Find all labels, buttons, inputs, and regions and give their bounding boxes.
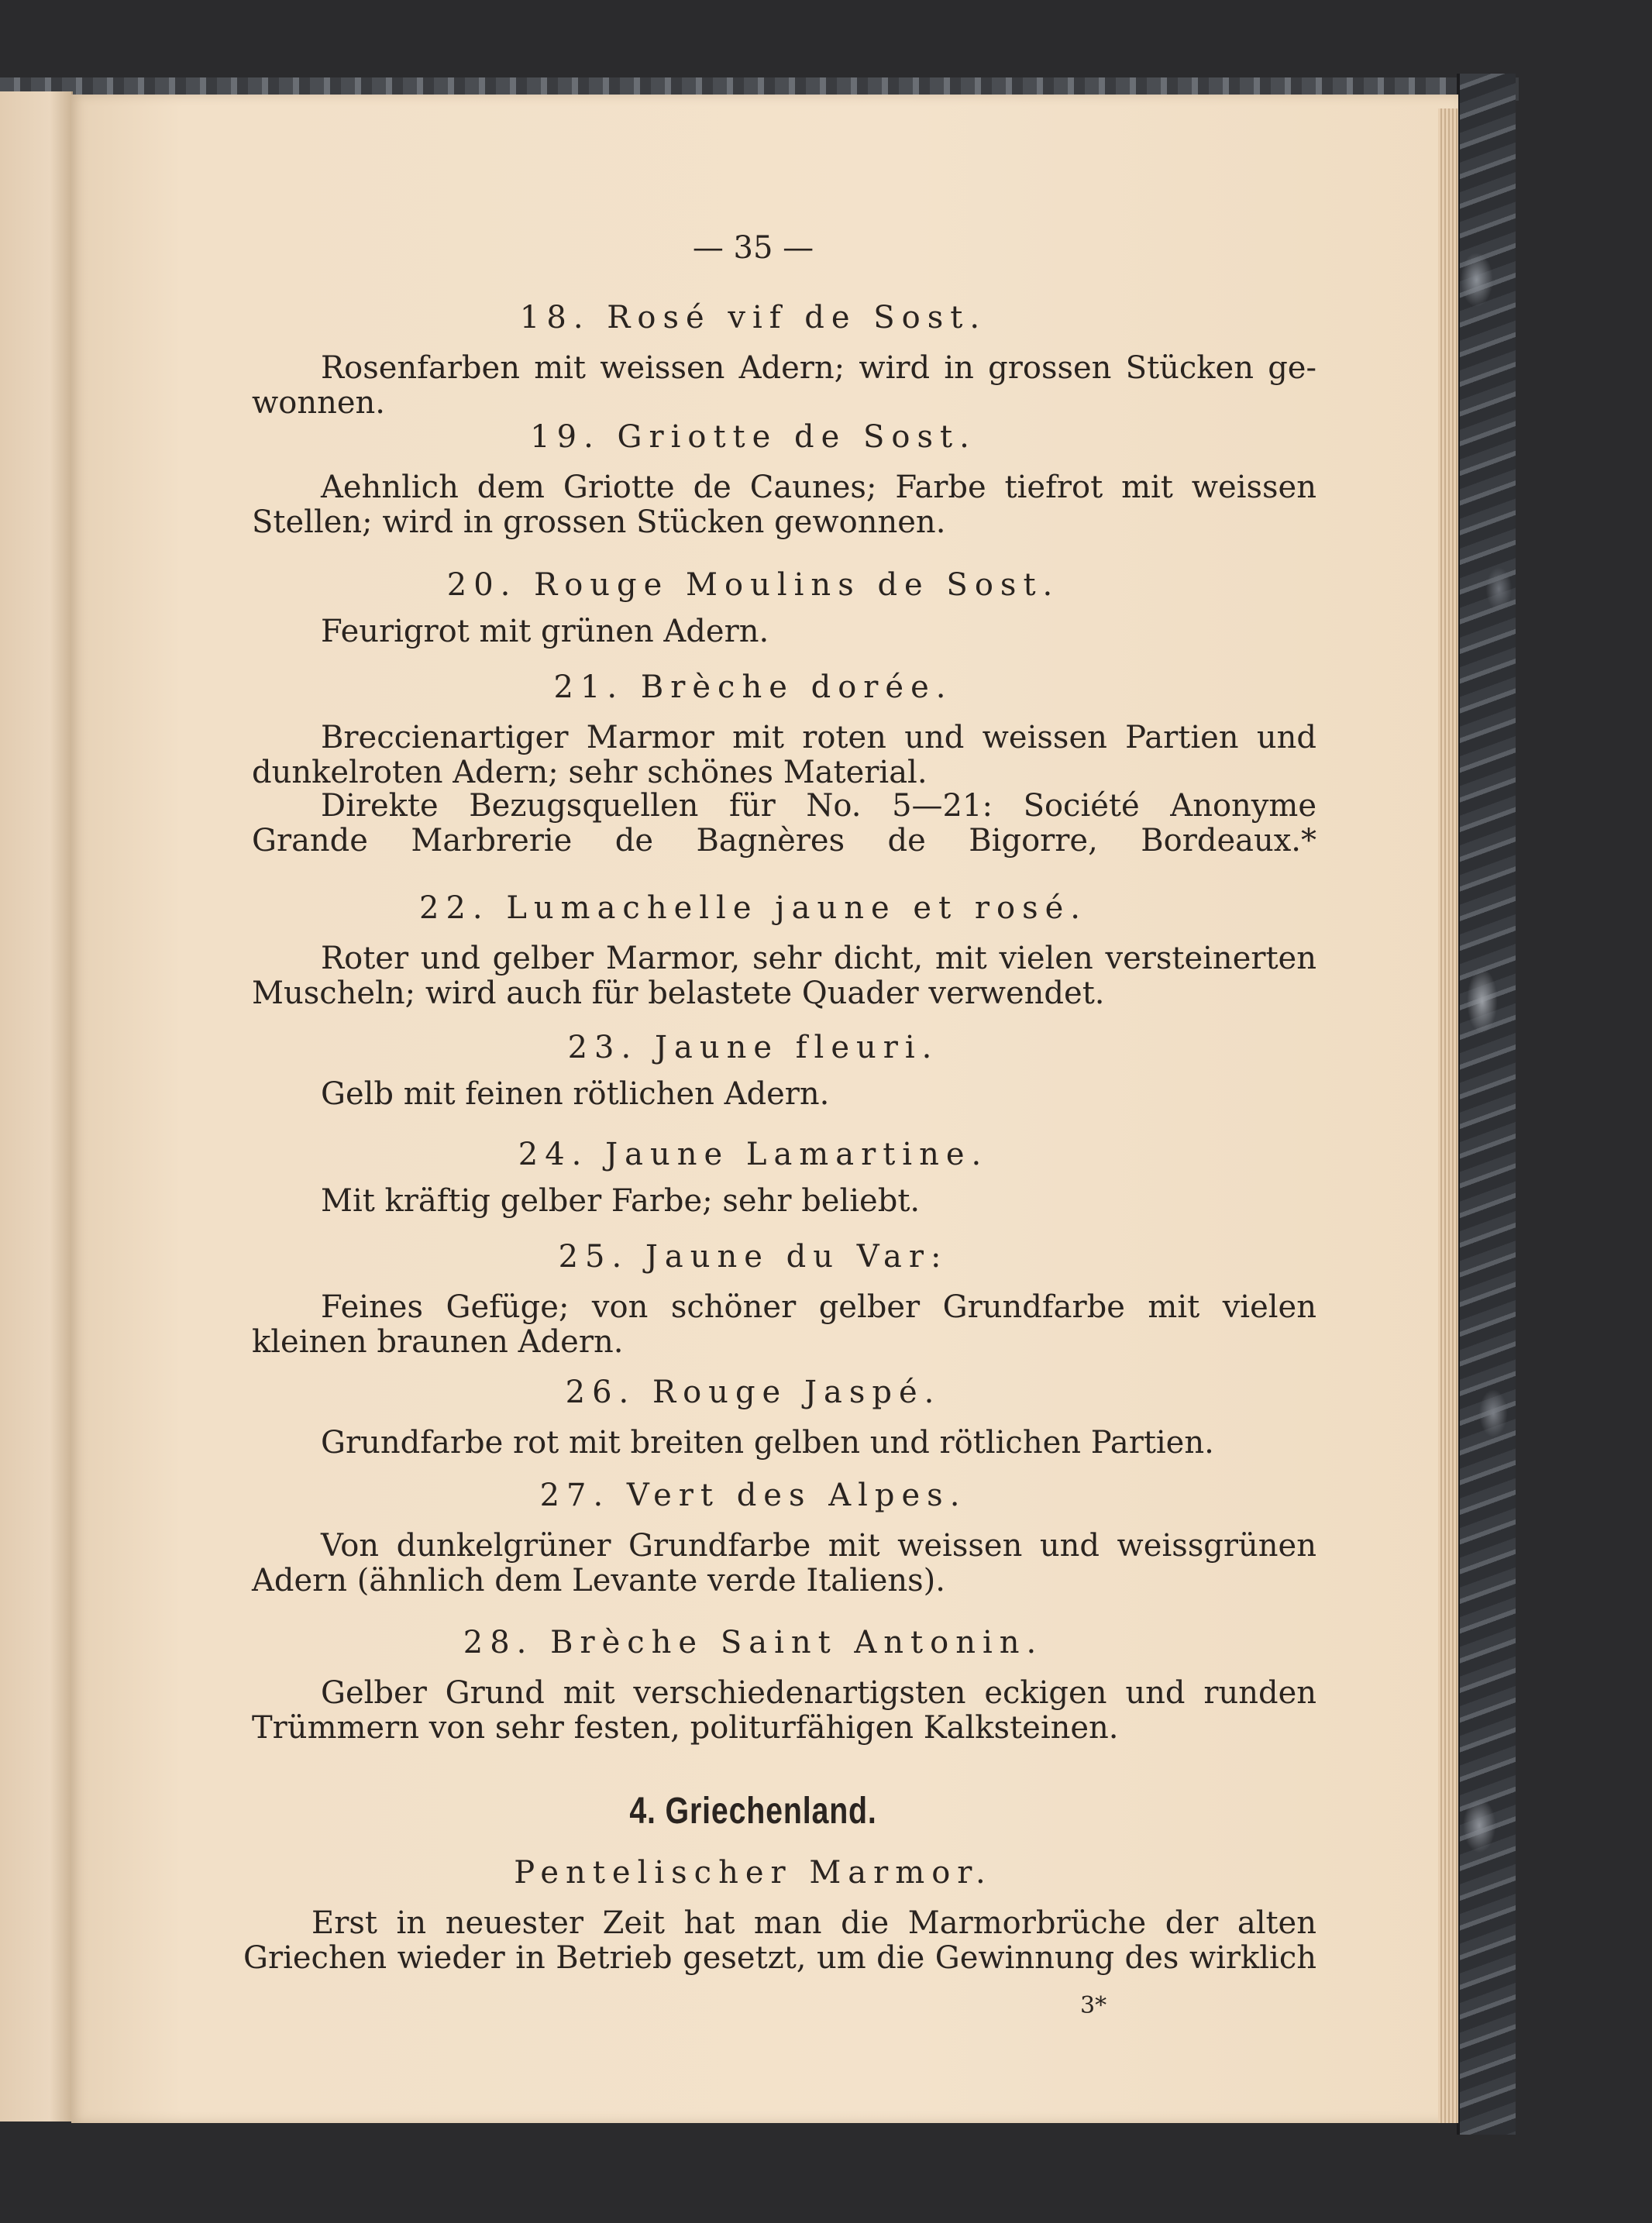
signature-mark: 3* xyxy=(1080,1992,1107,2019)
section-title: 4. Griechenland. xyxy=(629,1791,877,1832)
section-text-line: Erst in neuester Zeit hat man die Marmorbrüche der alten xyxy=(311,1905,1316,1941)
entry-heading: 22. Lumachelle jaune et rosé. xyxy=(419,890,1087,926)
entry-text-line: Breccienartiger Marmor mit roten und weissen Partien und xyxy=(321,720,1316,755)
marbled-cover-edge xyxy=(1457,74,1516,2135)
entry-text-line: Direkte Bezugsquellen für No. 5—21: Société Anonyme xyxy=(321,788,1316,824)
entry-text-line: Feurigrot mit grünen Adern. xyxy=(321,614,769,649)
section-text-line: Griechen wieder in Betrieb gesetzt, um die Gewinnung des wirklich xyxy=(243,1940,1316,1976)
entry-heading: 28. Brèche Saint Antonin. xyxy=(463,1625,1044,1660)
entry-text-line: Feines Gefüge; von schöner gelber Grundfarbe mit vielen xyxy=(321,1289,1316,1325)
entry-heading: 24. Jaune Lamartine. xyxy=(518,1137,989,1172)
entry-heading: 21. Brèche dorée. xyxy=(553,669,953,705)
book-page xyxy=(71,95,1458,2123)
entry-text-line: kleinen braunen Adern. xyxy=(252,1324,624,1360)
entry-text-line: Gelb mit feinen rötlichen Adern. xyxy=(321,1076,830,1112)
left-page-edge xyxy=(0,91,73,2121)
page-number: — 35 — xyxy=(692,230,814,266)
entry-heading: 25. Jaune du Var: xyxy=(558,1239,948,1275)
entry-text-line: Von dunkelgrüner Grundfarbe mit weissen und weissgrünen xyxy=(321,1528,1316,1564)
page-content xyxy=(71,95,1458,2123)
entry-text-line: Grande Marbrerie de Bagnères de Bigorre, Bordeaux.* xyxy=(252,823,1316,859)
entry-text-line: dunkelroten Adern; sehr schönes Material. xyxy=(252,755,928,790)
entry-heading: 27. Vert des Alpes. xyxy=(539,1478,967,1513)
entry-text-line: wonnen. xyxy=(252,385,385,421)
entry-text-line: Aehnlich dem Griotte de Caunes; Farbe tiefrot mit weissen xyxy=(321,470,1316,505)
entry-heading: 18. Rosé vif de Sost. xyxy=(519,300,987,336)
entry-text-line: Stellen; wird in grossen Stücken gewonnen. xyxy=(252,504,946,540)
page-block-edge xyxy=(1438,108,1458,2123)
section-subtitle: Pentelischer Marmor. xyxy=(514,1855,993,1891)
entry-heading: 23. Jaune fleuri. xyxy=(567,1030,939,1065)
entry-heading: 26. Rouge Jaspé. xyxy=(565,1375,941,1410)
entry-text-line: Grundfarbe rot mit breiten gelben und rötlichen Partien. xyxy=(321,1425,1214,1461)
entry-heading: 20. Rouge Moulins de Sost. xyxy=(446,567,1060,603)
entry-text-line: Gelber Grund mit verschiedenartigsten eckigen und runden xyxy=(321,1675,1316,1711)
entry-text-line: Mit kräftig gelber Farbe; sehr beliebt. xyxy=(321,1183,921,1219)
entry-text-line: Muscheln; wird auch für belastete Quader verwendet. xyxy=(252,976,1105,1011)
entry-text-line: Adern (ähnlich dem Levante verde Italiens). xyxy=(252,1563,945,1598)
entry-text-line: Roter und gelber Marmor, sehr dicht, mit vielen versteinerten xyxy=(321,941,1316,976)
entry-text-line: Trümmern von sehr festen, politurfähigen Kalksteinen. xyxy=(252,1710,1119,1746)
entry-heading: 19. Griotte de Sost. xyxy=(530,419,976,455)
entry-text-line: Rosenfarben mit weissen Adern; wird in grossen Stücken ge- xyxy=(321,350,1316,386)
